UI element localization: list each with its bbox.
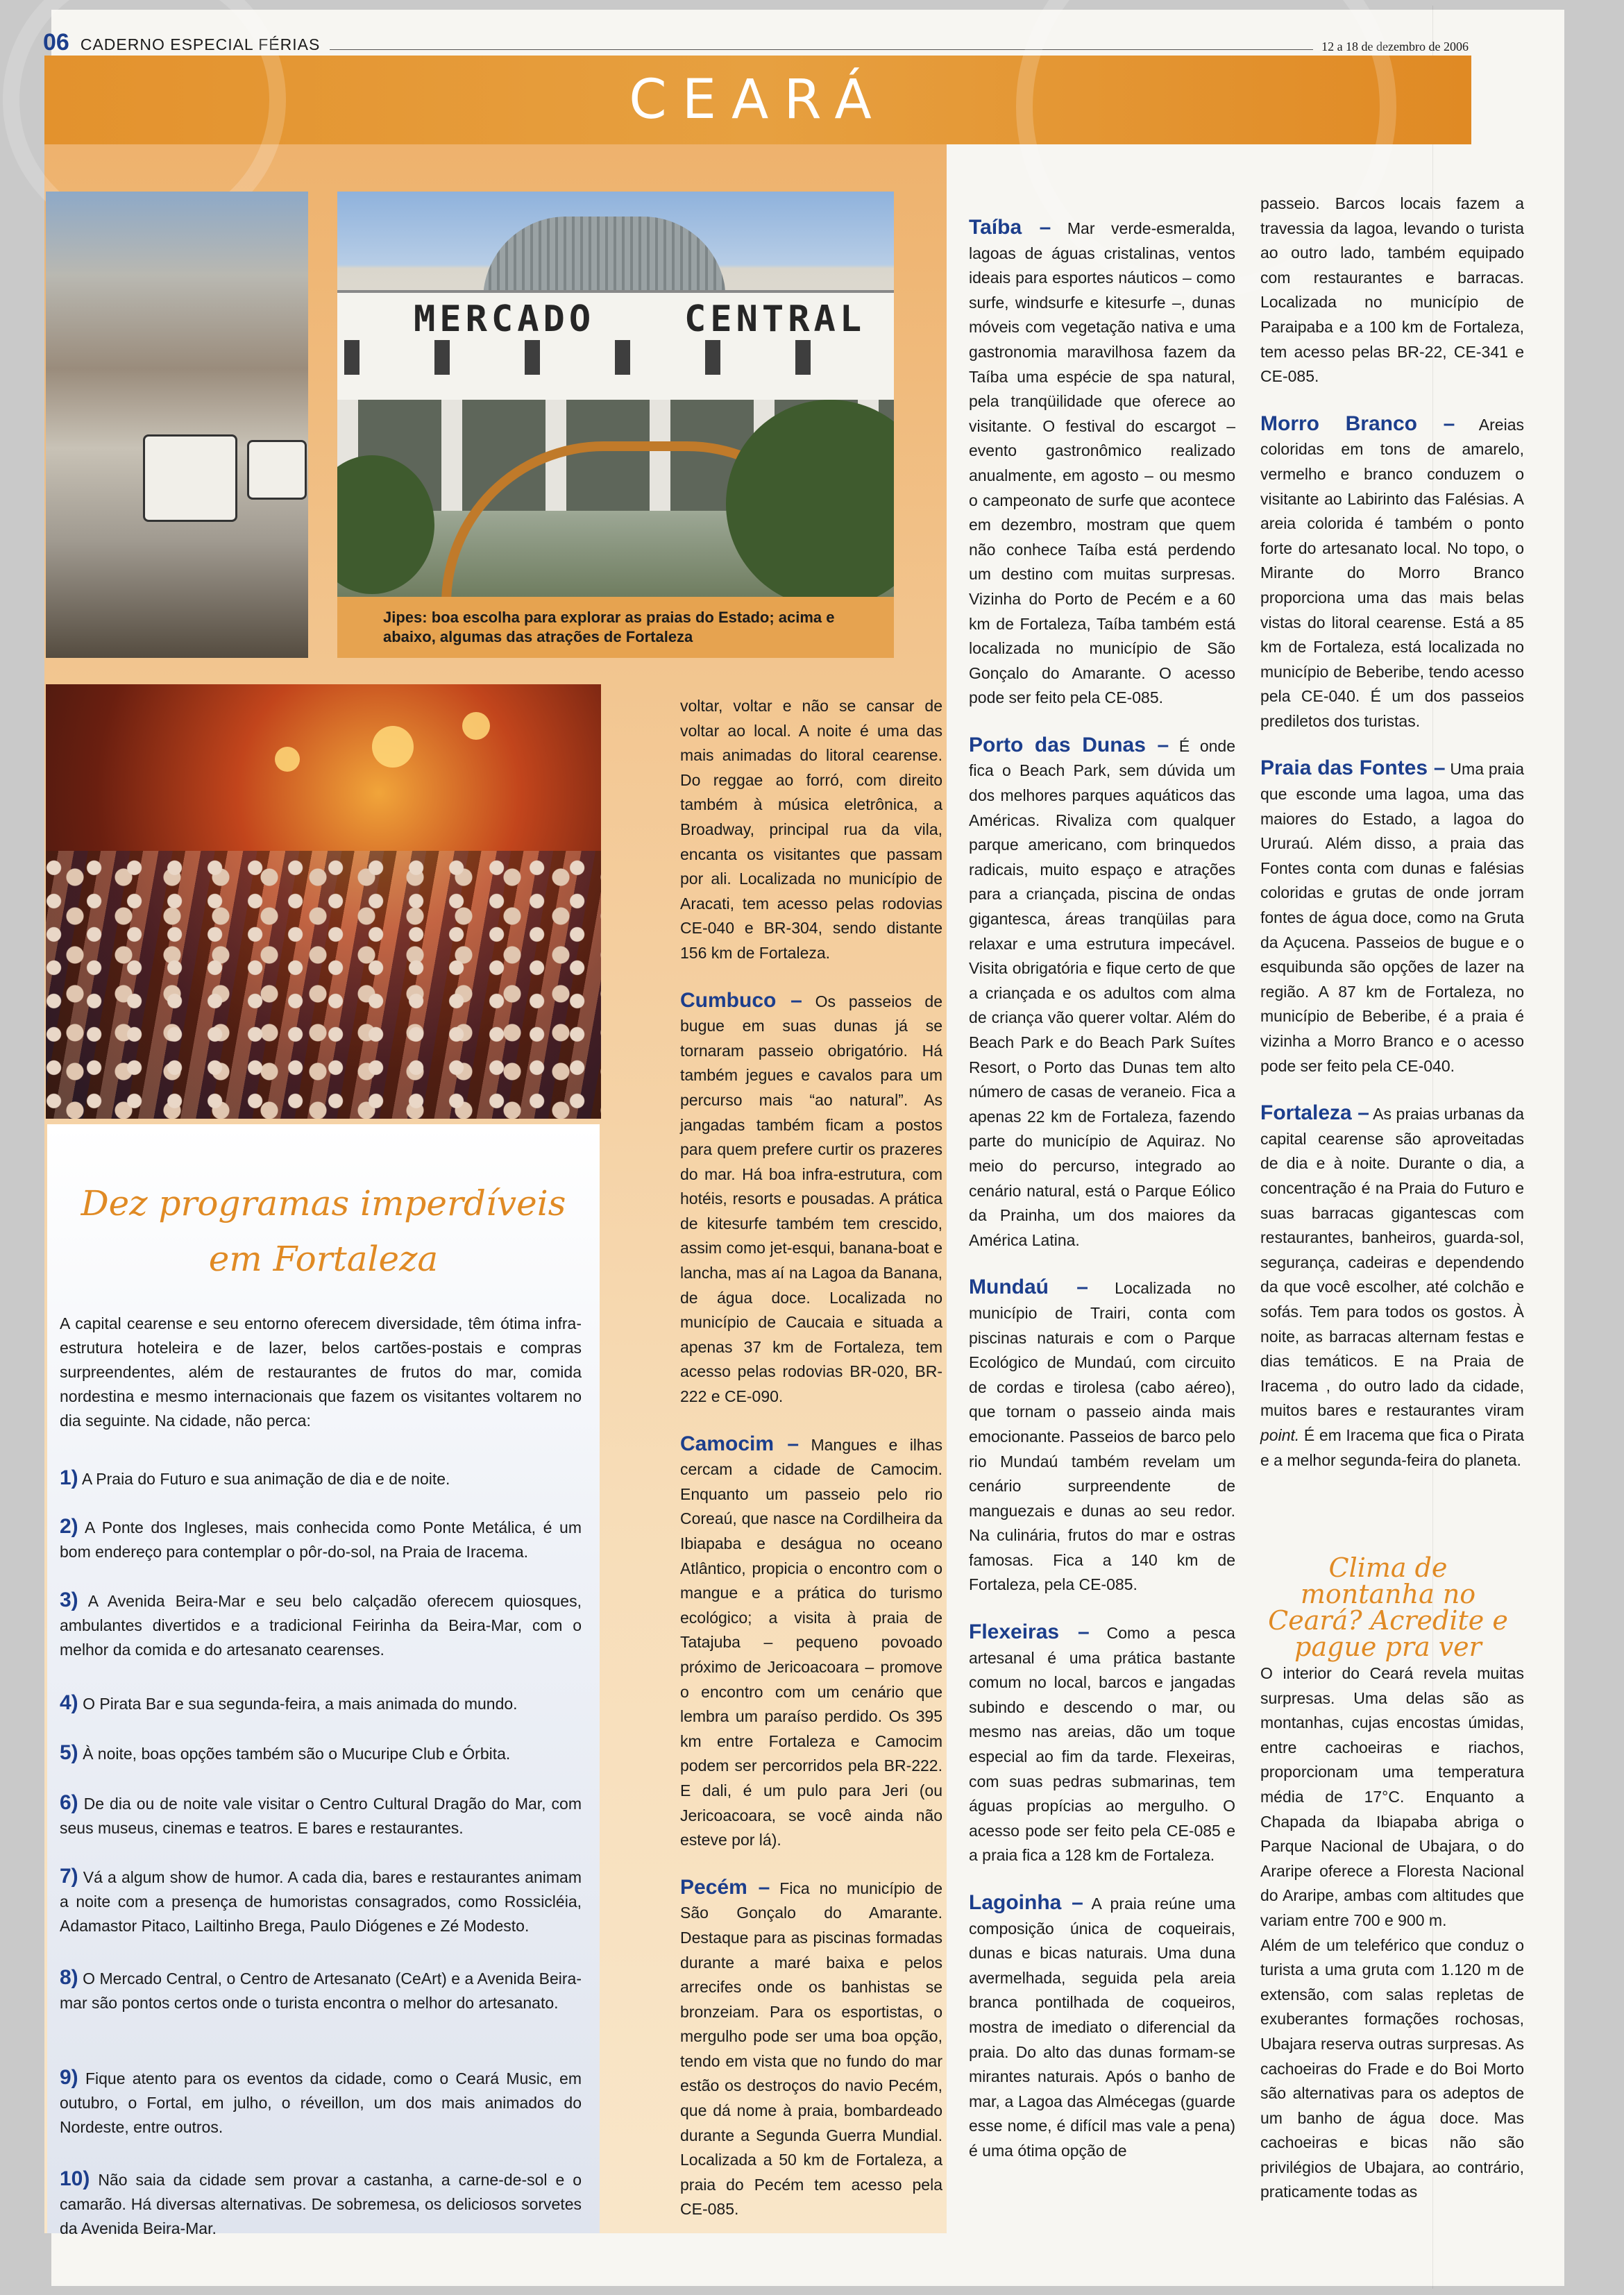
item-text: O Pirata Bar e sua segunda-feira, a mais animada do mundo.: [83, 1695, 518, 1713]
heading-line: Ceará? Acredite e: [1268, 1605, 1508, 1636]
heading-line: pague pra ver: [1294, 1632, 1482, 1662]
sidebar-title: [53, 1176, 594, 1287]
paragraph: [1260, 412, 1524, 734]
list-item: [60, 1741, 582, 1766]
list-item: [60, 1691, 582, 1716]
place-name: Mundaú –: [969, 1276, 1088, 1299]
sidebar-intro: A capital cearense e seu entorno oferecem diversidade, têm ótima infra-estrutura hoteleira e de lazer, belos cartões-postais e compras surpreendentes, além de restaurantes de frutos do mar, comida nordestina e mesmo internacionais que fazem os visitantes voltarem no dia seguinte. Na cidade, não perca:: [60, 1314, 582, 1430]
paragraph-text: Mar verde-esmeralda, lagoas de águas cristalinas, ventos ideais para esportes náuticos – como surfe, windsurfe e kitesurfe –, dunas móveis com vegetação nativa e uma gastronomia maravilhosa fazem da Taíba uma espécie de spa natural, pela tranqüilidade que oferece ao visitante. O festival do escargot – evento gastronômico realizado anualmente, em agosto – ou mesmo o campeonato de surfe que acontece em dezembro, mostram que quem não conhece Taíba está perdendo um destino com muitas surpresas. Vizinha do Porto de Pecém e a 60 km de Fortaleza, Taíba também está localizada no município de São Gonçalo do Amarante. O acesso pode ser feito pela CE-085.: [969, 219, 1236, 707]
paragraph-text: Localizada no município de Trairi, conta com piscinas naturais e com o Parque Ecológico de Mundaú, com circuito de cordas e tirolesa (cabo aéreo), que tornam o passeio ainda mais emocionante. Passeios de barco pelo rio Mundaú também revelam um cenário surpreendente de manguezais e dunas ao seu redor. Na culinária, frutos do mar e ostras famosas. Fica a 140 km de Fortaleza, pela CE-085.: [969, 1279, 1235, 1594]
item-text: À noite, boas opções também são o Mucuripe Club e Órbita.: [83, 1745, 511, 1763]
paragraph: [969, 1890, 1235, 2164]
paragraph-text: As praias urbanas da capital cearense são aproveitadas de dia e à noite. Durante o dia, a concentração é na Praia do Futuro e suas barracas gigantescas com restaurantes, banheiros, guarda-sol, segurança, cadeiras e dependendo da que você escolher, até colchão e sofás. Tem para todos os gostos. À noite, as barracas alternam festas e dias temáticos. E na Praia de Iracema , do outro lado da cidade, muitos bares e restaurantes viram: [1260, 1105, 1524, 1420]
place-name: Praia das Fontes –: [1260, 756, 1446, 780]
heading-line: montanha no: [1300, 1579, 1476, 1609]
paragraph: [680, 988, 942, 1409]
paragraph: [969, 1620, 1235, 1868]
place-name: Camocim –: [680, 1432, 800, 1455]
paragraph-text: passeio. Barcos locais fazem a travessia da lagoa, levando o turista ao outro lado, também equipado com restaurantes e barracas. Localizada no município de Paraipaba e a 100 km de Fortaleza, tem acesso pelas BR-22, CE-341 e CE-085.: [1260, 194, 1524, 386]
place-name: Cumbuco –: [680, 988, 802, 1012]
paragraph-text: A praia reúne uma composição única de coqueirais, dunas e bicas naturais. Uma duna avermelhada, seguida pela areia branca pontilhada de coqueiros, mostra de imediato o diferencial da praia. Do alto das dunas formam-se mirantes naturais. Após o banho de mar, a Lagoa das Almécegas (guarde esse nome, é difícil mas vale a pena) é uma ótima opção de: [969, 1895, 1236, 2160]
mercado-sign: MERCADO: [414, 298, 595, 340]
paragraph: [969, 733, 1235, 1253]
item-text: Fique atento para os eventos da cidade, como o Ceará Music, em outubro, o Fortal, em julho, o réveillon, um dos mais animados do Nordeste, entre outros.: [60, 2069, 582, 2136]
list-item: [60, 2167, 582, 2241]
stage-light: [372, 726, 414, 768]
item-text: A Avenida Beira-Mar e seu belo calçadão oferecem quiosques, ambulantes divertidos e a tradicional Feirinha da Beira-Mar, com o melhor da comida e do artesanato cearenses.: [60, 1592, 582, 1659]
place-name: Lagoinha –: [969, 1891, 1083, 1914]
place-name: Fortaleza –: [1260, 1101, 1369, 1125]
item-number: 3): [60, 1589, 78, 1611]
list-item: [60, 1790, 582, 1840]
paragraph: [680, 1432, 942, 1853]
clima-article: [1260, 1661, 1524, 2205]
article-column-2: [680, 694, 942, 2244]
box-heading: [1235, 1552, 1541, 1662]
item-number: 2): [60, 1515, 78, 1538]
issue-date: 12 a 18 de dezembro de 2006: [1321, 40, 1469, 53]
article-column-4: [1260, 192, 1524, 1495]
stage-light: [275, 747, 300, 772]
item-text: Não saia da cidade sem provar a castanha, a carne-de-sol e o camarão. Há diversas alternativas. De sobremesa, os deliciosos sorvetes da Avenida Beira-Mar.: [60, 2171, 582, 2237]
place-name: Flexeiras –: [969, 1620, 1090, 1644]
item-text: A Ponte dos Ingleses, mais conhecida como Ponte Metálica, é um bom endereço para contemplar o pôr-do-sol, na Praia de Iracema.: [60, 1518, 582, 1561]
paragraph-text: Areias coloridas em tons de amarelo, vermelho e branco conduzem o visitante ao Labirinto das Falésias. A areia colorida é também o ponto forte do artesanato local. No topo, o Mirante do Morro Branco proporciona uma das mais belas vistas do litoral cearense. Está a 85 km de Fortaleza, está localizada no município de Beberibe, tendo acesso pela CE-040. É um dos passeios prediletos dos turistas.: [1260, 415, 1524, 730]
item-number: 4): [60, 1691, 78, 1714]
central-sign: CENTRAL: [684, 298, 866, 340]
list-item: [60, 1864, 582, 1938]
paragraph: [680, 1875, 942, 2222]
item-text: Vá a algum show de humor. A cada dia, bares e restaurantes animam a noite com a presença de humoristas consagrados, como Rossicléia, Adamastor Pitaco, Lailtinho Brega, Paulo Diógenes e Zé Modesto.: [60, 1868, 582, 1935]
list-item: [60, 2065, 582, 2140]
paragraph-text: É em Iracema que fica o Pirata e a melhor segunda-feira do planeta.: [1260, 1425, 1524, 1469]
list-item: [60, 1514, 582, 1564]
jeep-shape: [143, 434, 237, 522]
paragraph-text: Mangues e ilhas cercam a cidade de Camocim. Enquanto um passeio pelo rio Coreaú, que nasce na Cordilheira da Ibiapaba e deságua no oceano Atlântico, propicia o encontro com o mangue e a prática do turismo ecológico; a visita à praia de Tatajuba – pequeno povoado próximo de Jericoacoara – promove o encontro com um cenário que lembra um paraíso perdido. Os 395 km entre Fortaleza e Camocim podem ser percorridos pela BR-222. E dali, é um pulo para Jeri (ou Jericoacoara, se você ainda não esteve por lá).: [680, 1435, 942, 1849]
list-item: [60, 1965, 582, 2015]
item-text: De dia ou de noite vale visitar o Centro Cultural Dragão do Mar, com seus museus, cinemas e teatros. E bares e restaurantes.: [60, 1795, 582, 1837]
paragraph: [680, 694, 942, 966]
nightlife-photo: [46, 684, 601, 1119]
sidebar-title-line: em Fortaleza: [208, 1239, 439, 1279]
dome-shape: [483, 217, 726, 300]
place-name: Porto das Dunas –: [969, 733, 1169, 756]
caption-text: Jipes: boa escolha para explorar as praias do Estado; acima e abaixo, algumas das atrações de Fortaleza: [383, 609, 835, 645]
paragraph-text: Fica no município de São Gonçalo do Amarante. Destaque para as piscinas formadas durante a maré baixa e pelos arrecifes onde os banhistas se bronzeiam. Para os esportistas, o mergulho pode ser uma boa opção, tendo em vista que no fundo do mar estão os destroços do navio Pecém, que dá nome à praia, bombardeado durante a Segunda Guerra Mundial. Localizada a 50 km de Fortaleza, a praia do Pecém tem acesso pela CE-085.: [680, 1879, 942, 2219]
paragraph-text: Além de um teleférico que conduz o turista a uma gruta com 1.120 m de extensão, com salas repletas de exuberantes formações rochosas, Ubajara reserva outras surpresas. As cachoeiras do Frade e do Boi Morto são alternativas para os adeptos de um banho de água doce. Mas cachoeiras e bicas não são privilégios de Ubajara, ao contrário, praticamente todas as: [1260, 1936, 1524, 2201]
section-name: CADERNO ESPECIAL FÉRIAS: [80, 35, 321, 53]
jeep-photo: [46, 192, 308, 658]
page-number: 06: [43, 29, 69, 56]
item-number: 10): [60, 2167, 90, 2190]
place-name: Taíba –: [969, 216, 1051, 239]
heading-line: Clima de: [1328, 1552, 1448, 1583]
window-row: [344, 340, 886, 375]
stage-light: [462, 712, 490, 740]
list-item: [60, 1588, 582, 1662]
paragraph: [1260, 1101, 1524, 1473]
item-number: 1): [60, 1466, 78, 1489]
item-number: 8): [60, 1966, 78, 1989]
item-number: 5): [60, 1741, 78, 1764]
item-number: 9): [60, 2066, 78, 2089]
paragraph-text: É onde fica o Beach Park, sem dúvida um dos melhores parques aquáticos das Américas. Rivaliza com qualquer parque americano, com brinquedos radicais, muito espaço e atrações para a criançada, piscina de ondas gigantesca, áreas tranqüilas para relaxar e uma estrutura impecável. Visita obrigatória e fique certo de que a criançada e os adultos com alma de criança vão querer voltar. Além do Beach Park e do Beach Park Suítes Resort, o Porto das Dunas tem alto número de casas de veraneio. Fica a apenas 22 km de Fortaleza, fazendo parte do município de Aquiraz. No meio do percurso, integrado ao cenário natural, está o Parque Eólico da Prainha, um dos maiores da América Latina.: [969, 736, 1235, 1249]
mercado-central-photo: [337, 192, 894, 597]
section-banner: [44, 56, 1471, 144]
paragraph-text: voltar, voltar e não se cansar de voltar ao local. A noite é uma das mais animadas do litoral cearense. Do reggae ao forró, com direito também à música eletrônica, a Broadway, principal rua da vila, encanta os visitantes que passam por ali. Localizada no município de Aracati, tem acesso pelas rodovias CE-040 e BR-304, sendo distante 156 km de Fortaleza.: [680, 697, 942, 962]
place-name: Morro Branco –: [1260, 412, 1455, 435]
jeep-shape: [247, 440, 307, 500]
paragraph: [969, 1275, 1235, 1598]
crowd-heads: [46, 858, 601, 1119]
paragraph: [969, 215, 1235, 711]
item-number: 6): [60, 1791, 78, 1814]
list-item: [60, 1466, 582, 1491]
italic-word: point.: [1260, 1425, 1300, 1444]
item-number: 7): [60, 1865, 78, 1888]
article-column-3: [969, 215, 1235, 2186]
item-text: O Mercado Central, o Centro de Artesanato (CeArt) e a Avenida Beira-mar são pontos certos onde o turista encontra o melhor do artesanato.: [60, 1970, 582, 2012]
place-name: Pecém –: [680, 1875, 770, 1899]
paragraph-text: Como a pesca artesanal é uma prática bastante comum no local, barcos e jangadas subindo e descendo o mar, ou mesmo nas areias, dão um toque especial ao fim da tarde. Flexeiras, com suas pedras submarinas, tem águas propícias ao mergulho. O acesso pode ser feito pela CE-085 e a praia fica a 128 km de Fortaleza.: [969, 1624, 1235, 1865]
banner-title: CEARÁ: [629, 69, 887, 131]
photo-caption: [337, 597, 894, 658]
sidebar-title-line: Dez programas imperdíveis: [81, 1183, 566, 1223]
paragraph-text: Uma praia que esconde uma lagoa, uma das maiores do Estado, a lagoa do Ururaú. Além disso, a praia das Fontes conta com dunas e falésias coloridas e grutas de onde jorram fontes de água doce, como na Gruta da Açucena. Passeios de bugue e o esquibunda são opções de lazer na região. A 87 km de Fortaleza, no município de Beberibe, é a praia é vizinha a Morro Branco e o acesso pode ser feito pela CE-040.: [1260, 760, 1524, 1075]
item-text: A Praia do Futuro e sua animação de dia e de noite.: [81, 1470, 450, 1488]
paragraph-text: Os passeios de bugue em suas dunas já se tornaram passeio obrigatório. Há também jegues e cavalos para um percurso mais “ao natural”. As jangadas também ficam a postos para quem prefere curtir os prazeres do mar. Há boa infra-estrutura, com hotéis, resorts e pousadas. A prática de kitesurfe também tem crescido, assim como jet-esqui, banana-boat e lancha, mas aí na Lagoa da Banana, de água doce. Localizada no município de Caucaia e situada a apenas 37 km de Fortaleza, tem acesso pelas rodovias BR-020, BR-222 e CE-090.: [680, 992, 942, 1406]
paragraph: [1260, 192, 1524, 389]
paragraph-text: O interior do Ceará revela muitas surpresas. Uma delas são as montanhas, cujas encostas úmidas, entre cachoeiras e riachos, proporcionam uma temperatura média de 17°C. Enquanto a Chapada da Ibiapaba abriga o Parque Nacional de Ubajara, o do Araripe oferece a Floresta Nacional do Araripe, ambas com altitudes que variam entre 700 e 900 m.: [1260, 1664, 1524, 1929]
paragraph: [1260, 756, 1524, 1078]
